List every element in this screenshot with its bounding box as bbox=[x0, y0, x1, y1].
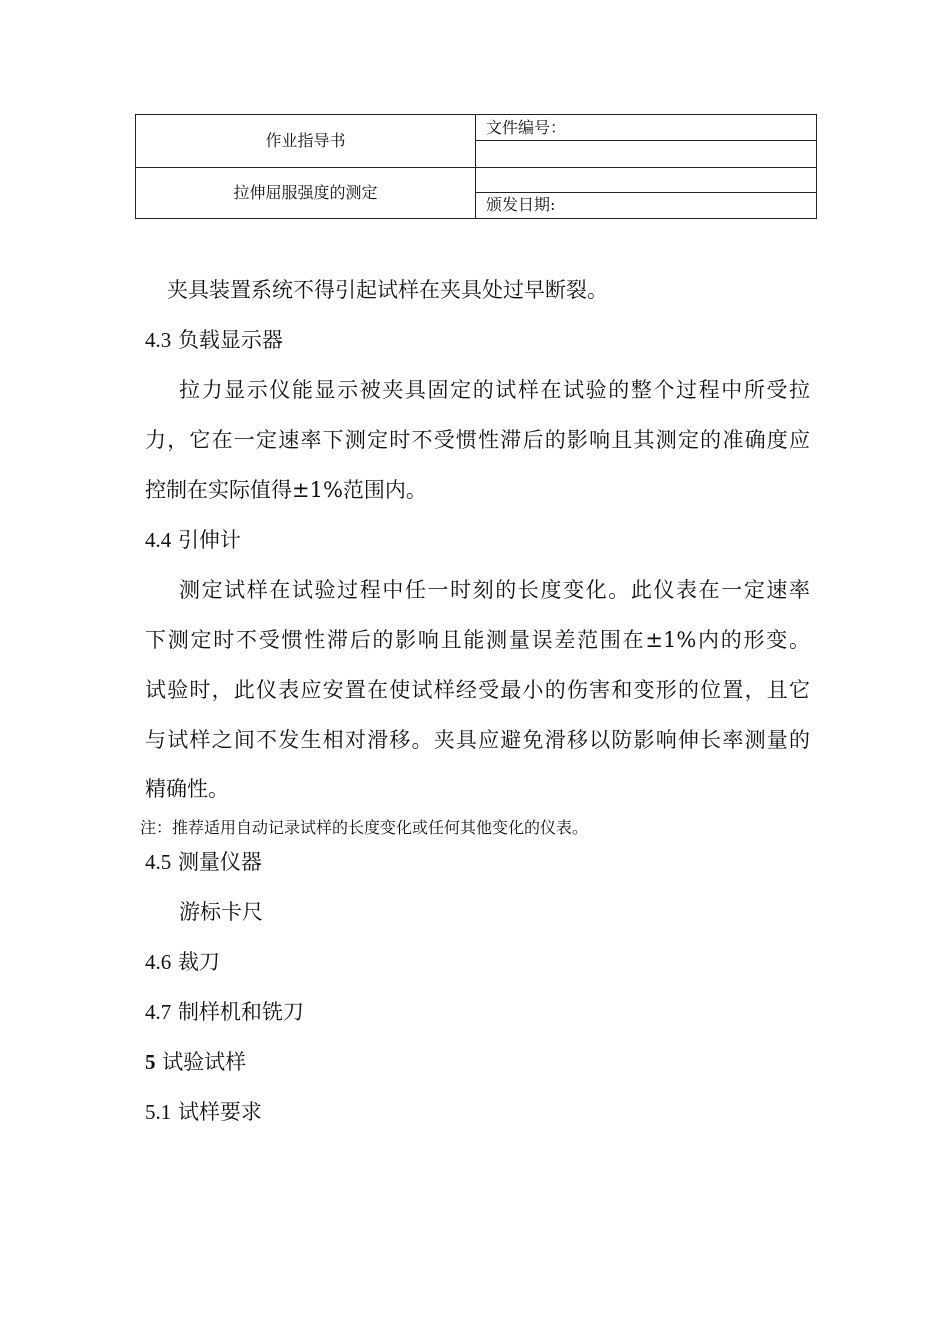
section-number: 4.4 bbox=[145, 528, 172, 552]
section-number: 4.6 bbox=[145, 950, 172, 974]
section-number: 4.3 bbox=[145, 328, 172, 352]
header-blank-row bbox=[476, 167, 817, 192]
heading-5-1 bbox=[145, 1102, 262, 1123]
paragraph-extensometer-line-1: 测定试样在试验过程中任一时刻的长度变化。此仪表在一定速率 bbox=[179, 578, 810, 602]
section-number: 5 bbox=[145, 1050, 156, 1074]
section-title: 负载显示器 bbox=[177, 328, 283, 352]
section-title: 测量仪器 bbox=[177, 850, 262, 874]
paragraph-load-display-line-2: 力，它在一定速率下测定时不受惯性滞后的影响且其测定的准确度应 bbox=[145, 428, 810, 452]
doc-type-cell: 作业指导书 bbox=[136, 115, 476, 168]
section-number: 4.5 bbox=[145, 850, 172, 874]
section-title: 试样要求 bbox=[177, 1100, 262, 1124]
section-title: 试验试样 bbox=[162, 1050, 247, 1074]
paragraph-extensometer-line-2: 下测定时不受惯性滞后的影响且能测量误差范围在±1%内的形变。 bbox=[145, 628, 810, 652]
heading-4-6 bbox=[145, 952, 220, 973]
section-title: 裁刀 bbox=[177, 950, 220, 974]
paragraph-load-display-line-3: 控制在实际值得±1%范围内。 bbox=[145, 478, 427, 502]
paragraph-extensometer-line-3: 试验时，此仪表应安置在使试样经受最小的伤害和变形的位置，且它 bbox=[145, 678, 810, 702]
paragraph-extensometer-line-5: 精确性。 bbox=[145, 777, 229, 801]
document-header-table bbox=[135, 114, 817, 219]
heading-4-3 bbox=[145, 330, 283, 351]
note: 注：推荐适用自动记录试样的长度变化或任何其他变化的仪表。 bbox=[140, 818, 589, 837]
paragraph-extensometer-line-4: 与试样之间不发生相对滑移。夹具应避免滑移以防影响伸长率测量的 bbox=[145, 728, 810, 752]
issue-date-label: 颁发日期: bbox=[476, 192, 817, 218]
file-number-label: 文件编号： bbox=[476, 115, 817, 141]
paragraph-load-display-line-1: 拉力显示仪能显示被夹具固定的试样在试验的整个过程中所受拉 bbox=[179, 378, 810, 402]
paragraph-fixture: 夹具装置系统不得引起试样在夹具处过早断裂。 bbox=[167, 278, 608, 302]
section-title: 制样机和铣刀 bbox=[177, 1000, 304, 1024]
heading-5 bbox=[145, 1052, 246, 1073]
section-title: 引伸计 bbox=[177, 528, 241, 552]
section-number: 4.7 bbox=[145, 1000, 172, 1024]
doc-title-cell: 拉伸屈服强度的测定 bbox=[136, 167, 476, 219]
file-number-value bbox=[476, 141, 817, 167]
heading-4-4 bbox=[145, 530, 241, 551]
heading-4-7 bbox=[145, 1002, 304, 1023]
heading-4-5 bbox=[145, 852, 262, 873]
section-number: 5.1 bbox=[145, 1100, 172, 1124]
paragraph-measuring-instrument: 游标卡尺 bbox=[179, 900, 263, 924]
